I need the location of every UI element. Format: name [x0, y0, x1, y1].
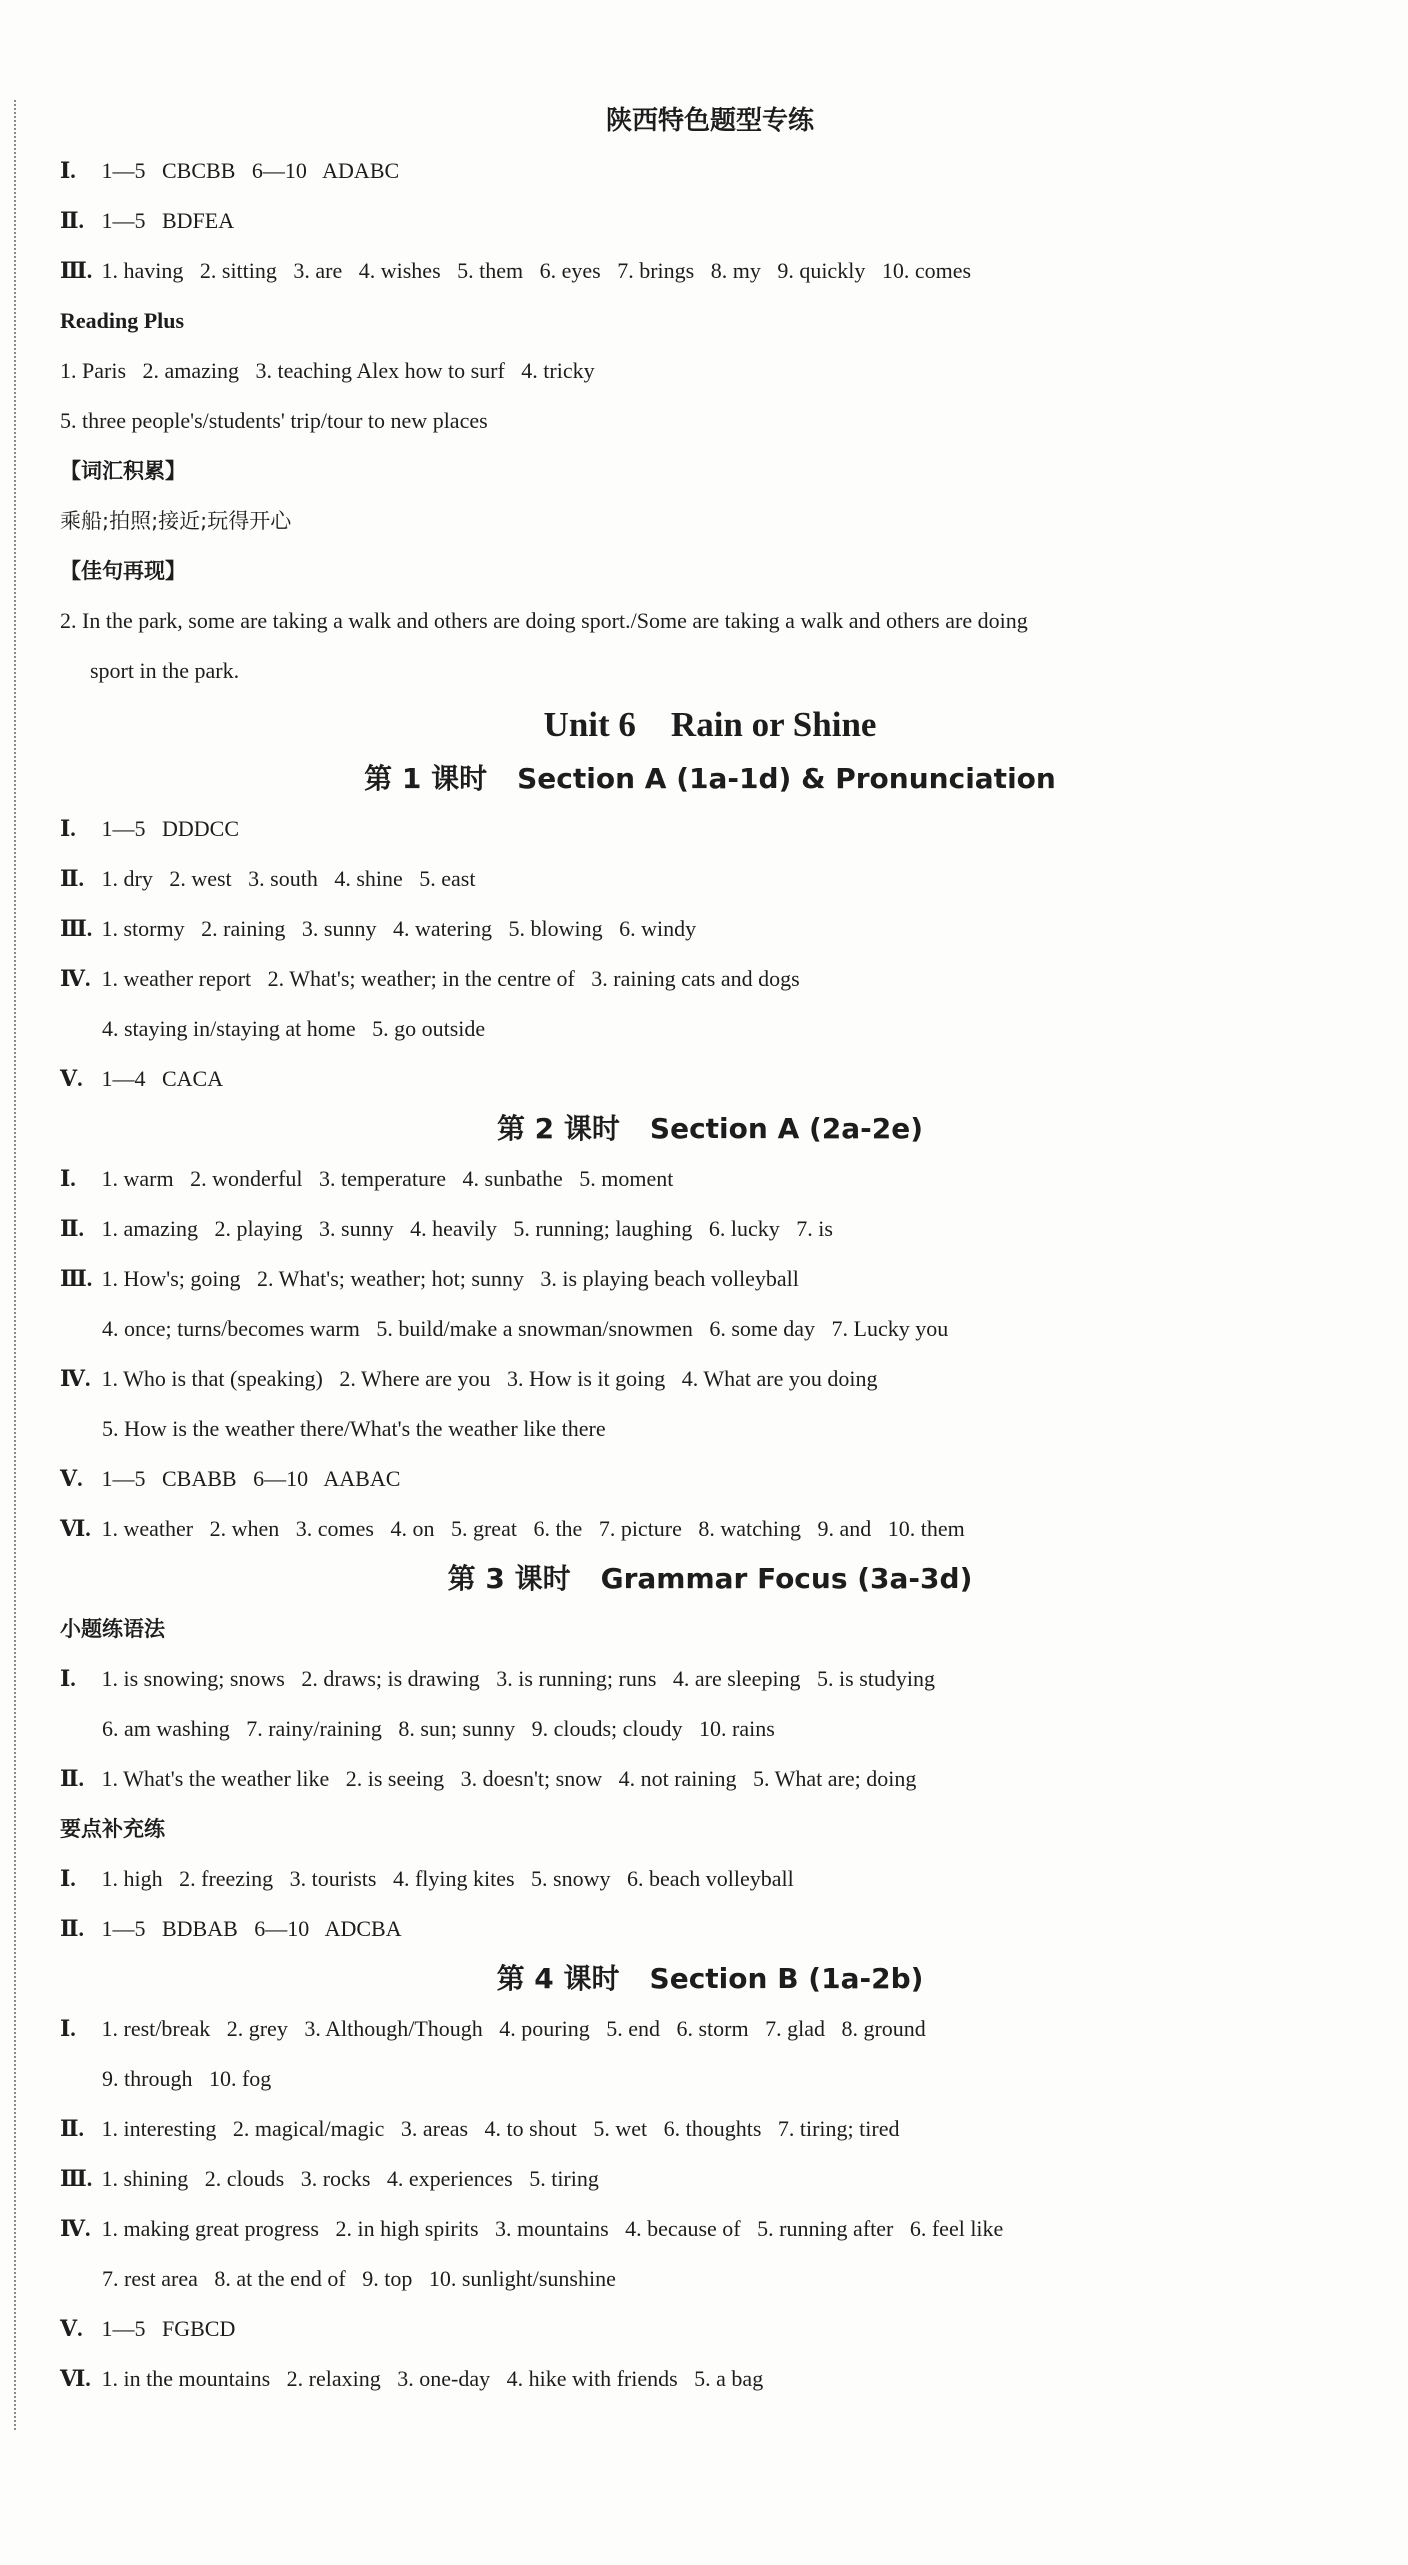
answer-row: Ⅳ. 1. making great progress 2. in high spirits 3. mountains 4. because of 5. running after 6. feel like	[60, 2216, 1004, 2241]
answer-row: Ⅰ. 1. is snowing; snows 2. draws; is drawing 3. is running; runs 4. are sleeping 5. is studying	[60, 1666, 936, 1691]
answer-row-continued: 4. staying in/staying at home 5. go outside	[102, 1016, 486, 1041]
answer-row: Ⅱ. 1. What's the weather like 2. is seeing 3. doesn't; snow 4. not raining 5. What are; doing	[60, 1766, 917, 1791]
answer-row-continued: 9. through 10. fog	[102, 2066, 272, 2091]
unit-title: Unit 6 Rain or Shine	[543, 705, 877, 744]
extra-practice-heading: 要点补充练	[60, 1817, 165, 1841]
answer-row: Ⅳ. 1. Who is that (speaking) 2. Where are you 3. How is it going 4. What are you doing	[60, 1366, 878, 1391]
lesson-title: 第 1 课时 Section A (1a-1d) & Pronunciation	[364, 762, 1056, 795]
answer-row: Ⅲ. 1. stormy 2. raining 3. sunny 4. watering 5. blowing 6. windy	[60, 916, 697, 941]
answer-row: Ⅲ. 1. having 2. sitting 3. are 4. wishes 5. them 6. eyes 7. brings 8. my 9. quickly 10. comes	[60, 258, 972, 283]
answer-row: Ⅱ. 1—5 BDBAB 6—10 ADCBA	[60, 1916, 402, 1941]
vocab-answers: 乘船;拍照;接近;玩得开心	[60, 509, 292, 533]
answer-row: Ⅵ. 1. weather 2. when 3. comes 4. on 5. great 6. the 7. picture 8. watching 9. and 10. them	[60, 1516, 965, 1541]
answer-row: Ⅲ. 1. shining 2. clouds 3. rocks 4. experiences 5. tiring	[60, 2166, 599, 2191]
lesson-title: 第 3 课时 Grammar Focus (3a-3d)	[447, 1562, 973, 1595]
lesson-title: 第 2 课时 Section A (2a-2e)	[496, 1112, 924, 1145]
answer-row: Ⅳ. 1. weather report 2. What's; weather; in the centre of 3. raining cats and dogs	[60, 966, 800, 991]
answer-row-continued: 4. once; turns/becomes warm 5. build/make a snowman/snowmen 6. some day 7. Lucky you	[102, 1316, 949, 1341]
grammar-practice-heading: 小题练语法	[60, 1617, 165, 1641]
answer-row-continued: 6. am washing 7. rainy/raining 8. sun; sunny 9. clouds; cloudy 10. rains	[102, 1716, 775, 1741]
answer-row: Ⅴ. 1—4 CACA	[60, 1066, 224, 1091]
answer-row: Ⅴ. 1—5 FGBCD	[60, 2316, 236, 2341]
answer-row-continued: sport in the park.	[90, 658, 240, 683]
answer-row: Ⅰ. 1. rest/break 2. grey 3. Although/Though 4. pouring 5. end 6. storm 7. glad 8. ground	[60, 2016, 926, 2041]
lesson-title: 第 4 课时 Section B (1a-2b)	[496, 1962, 924, 1995]
answer-row-continued: 5. How is the weather there/What's the weather like there	[102, 1416, 606, 1441]
answer-row: Ⅰ. 1. warm 2. wonderful 3. temperature 4. sunbathe 5. moment	[60, 1166, 674, 1191]
answer-row: 1. Paris 2. amazing 3. teaching Alex how to surf 4. tricky	[60, 358, 595, 383]
answer-row: 5. three people's/students' trip/tour to new places	[60, 408, 488, 433]
answer-row: Ⅰ. 1—5 CBCBB 6—10 ADABC	[60, 158, 400, 183]
answer-row: Ⅱ. 1—5 BDFEA	[60, 208, 235, 233]
answer-row-continued: 7. rest area 8. at the end of 9. top 10. sunlight/sunshine	[102, 2266, 616, 2291]
answer-row: Ⅰ. 1—5 DDDCC	[60, 816, 240, 841]
answer-row: Ⅱ. 1. interesting 2. magical/magic 3. areas 4. to shout 5. wet 6. thoughts 7. tiring; tired	[60, 2116, 900, 2141]
answer-page	[60, 96, 1360, 2404]
answer-row: Ⅱ. 1. dry 2. west 3. south 4. shine 5. east	[60, 866, 476, 891]
reading-plus-heading: Reading Plus	[60, 308, 185, 333]
answer-row: Ⅰ. 1. high 2. freezing 3. tourists 4. flying kites 5. snowy 6. beach volleyball	[60, 1866, 794, 1891]
binding-margin-line	[14, 100, 16, 2430]
answer-row: Ⅴ. 1—5 CBABB 6—10 AABAC	[60, 1466, 401, 1491]
sentence-heading: 【佳句再现】	[60, 559, 186, 583]
section-title-shaanxi: 陕西特色题型专练	[605, 106, 814, 136]
answer-row: Ⅵ. 1. in the mountains 2. relaxing 3. one-day 4. hike with friends 5. a bag	[60, 2366, 764, 2391]
answer-row: Ⅱ. 1. amazing 2. playing 3. sunny 4. heavily 5. running; laughing 6. lucky 7. is	[60, 1216, 833, 1241]
answer-row: Ⅲ. 1. How's; going 2. What's; weather; hot; sunny 3. is playing beach volleyball	[60, 1266, 799, 1291]
vocab-heading: 【词汇积累】	[60, 459, 186, 483]
answer-row: 2. In the park, some are taking a walk and others are doing sport./Some are taking a walk and others are doing	[60, 608, 1028, 633]
